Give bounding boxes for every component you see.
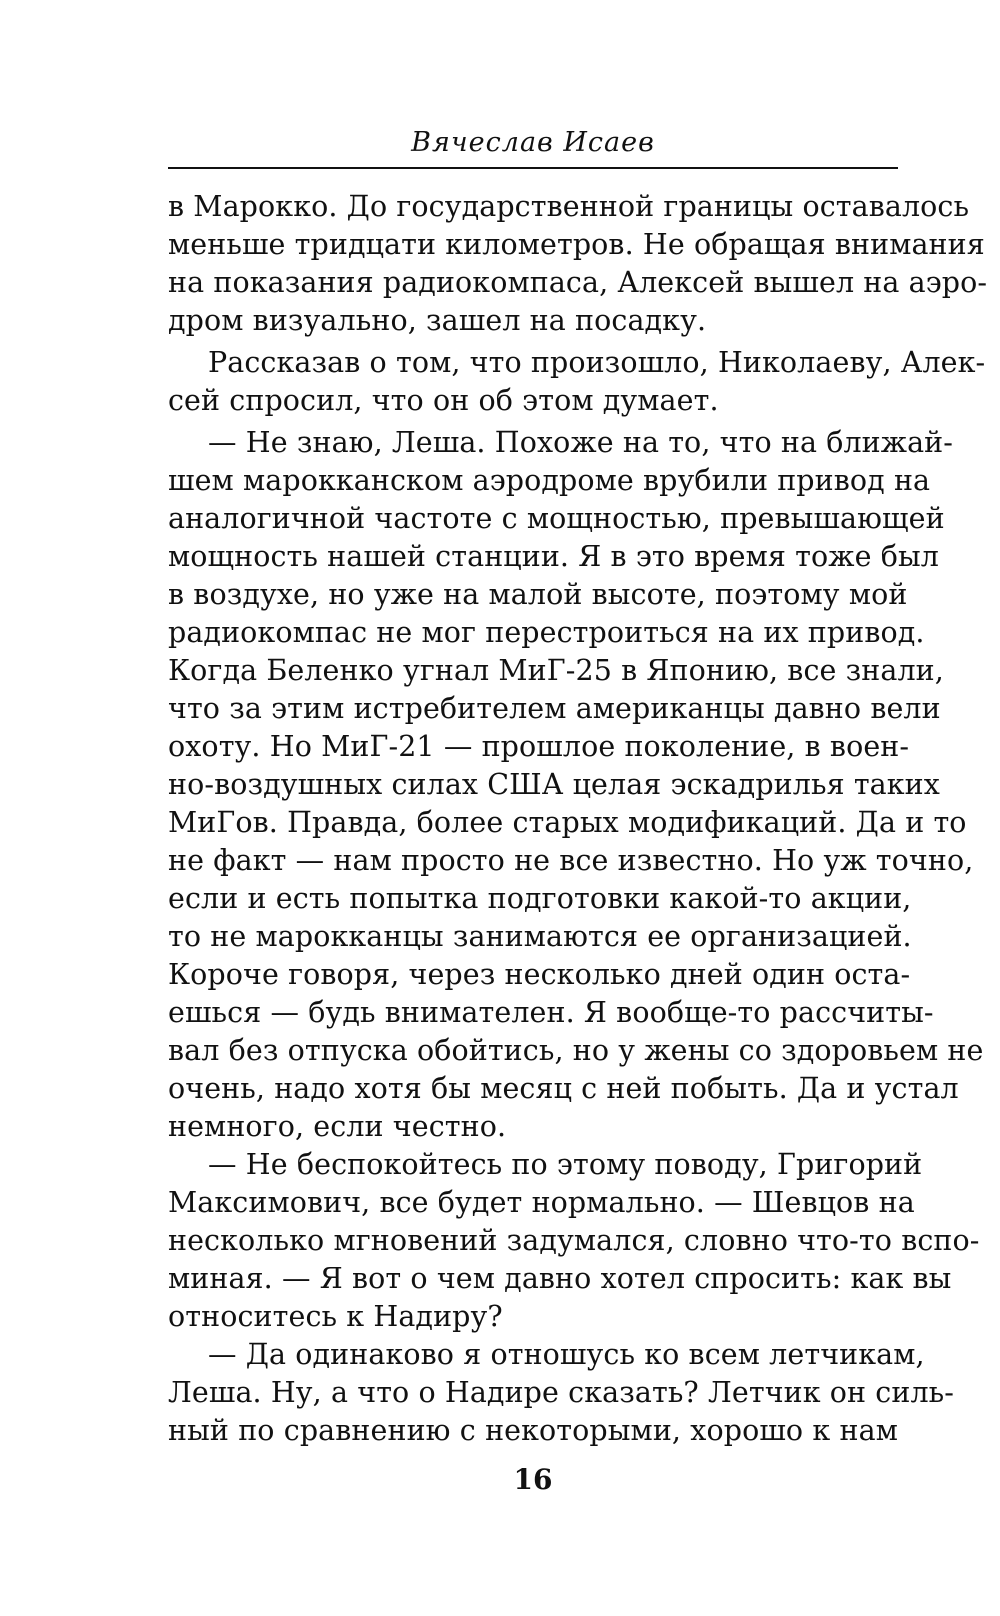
text-line: мощность нашей станции. Я в это время тоже был xyxy=(168,540,939,573)
text-line: в воздухе, но уже на малой высоте, поэтому мой xyxy=(168,578,908,611)
text-line: вал без отпуска обойтись, но у жены со здоровьем не xyxy=(168,1034,984,1067)
text-line: не факт — нам просто не все известно. Но уж точно, xyxy=(168,844,974,877)
text-line: в Марокко. До государственной границы оставалось xyxy=(168,190,970,223)
text-line: МиГов. Правда, более старых модификаций. Да и то xyxy=(168,806,967,839)
text-line: меньше тридцати километров. Не обращая внимания xyxy=(168,228,985,261)
text-line: несколько мгновений задумался, словно что-то вспо- xyxy=(168,1224,980,1257)
text-line: — Не беспокойтесь по этому поводу, Григорий xyxy=(208,1148,923,1181)
text-line: Когда Беленко угнал МиГ-25 в Японию, все знали, xyxy=(168,654,944,687)
text-line: если и есть попытка подготовки какой-то акции, xyxy=(168,882,912,915)
text-line: то не марокканцы занимаются ее организацией. xyxy=(168,920,912,953)
text-line: — Не знаю, Леша. Похоже на то, что на ближай- xyxy=(208,426,953,459)
header-rule xyxy=(168,167,898,169)
text-line: дром визуально, зашел на посадку. xyxy=(168,304,707,337)
text-line: относитесь к Надиру? xyxy=(168,1300,503,1333)
body-text xyxy=(168,188,988,1450)
text-line: немного, если честно. xyxy=(168,1110,507,1143)
text-line: радиокомпас не мог перестроиться на их привод. xyxy=(168,616,925,649)
text-line: но-воздушных силах США целая эскадрилья таких xyxy=(168,768,940,801)
running-head-author: Вячеслав Исаев xyxy=(411,127,655,158)
text-line: очень, надо хотя бы месяц с ней побыть. Да и устал xyxy=(168,1072,959,1105)
text-line: миная. — Я вот о чем давно хотел спросить: как вы xyxy=(168,1262,952,1295)
text-line: сей спросил, что он об этом думает. xyxy=(168,384,719,417)
text-line: Рассказав о том, что произошло, Николаеву, Алек- xyxy=(208,346,986,379)
text-line: на показания радиокомпаса, Алексей вышел на аэро- xyxy=(168,266,988,299)
text-line: ешься — будь внимателен. Я вообще-то рассчиты- xyxy=(168,996,934,1029)
text-line: аналогичной частоте с мощностью, превышающей xyxy=(168,502,945,535)
page-number: 16 xyxy=(513,1463,553,1496)
text-line: — Да одинаково я отношусь ко всем летчикам, xyxy=(208,1338,925,1371)
text-line: шем марокканском аэродроме врубили привод на xyxy=(168,464,931,497)
text-line: что за этим истребителем американцы давно вели xyxy=(168,692,941,725)
text-line: ный по сравнению с некоторыми, хорошо к нам xyxy=(168,1414,898,1447)
text-line: Максимович, все будет нормально. — Шевцов на xyxy=(168,1186,915,1219)
text-line: охоту. Но МиГ-21 — прошлое поколение, в воен- xyxy=(168,730,910,763)
text-line: Леша. Ну, а что о Надире сказать? Летчик он силь- xyxy=(168,1376,955,1409)
text-line: Короче говоря, через несколько дней один оста- xyxy=(168,958,911,991)
